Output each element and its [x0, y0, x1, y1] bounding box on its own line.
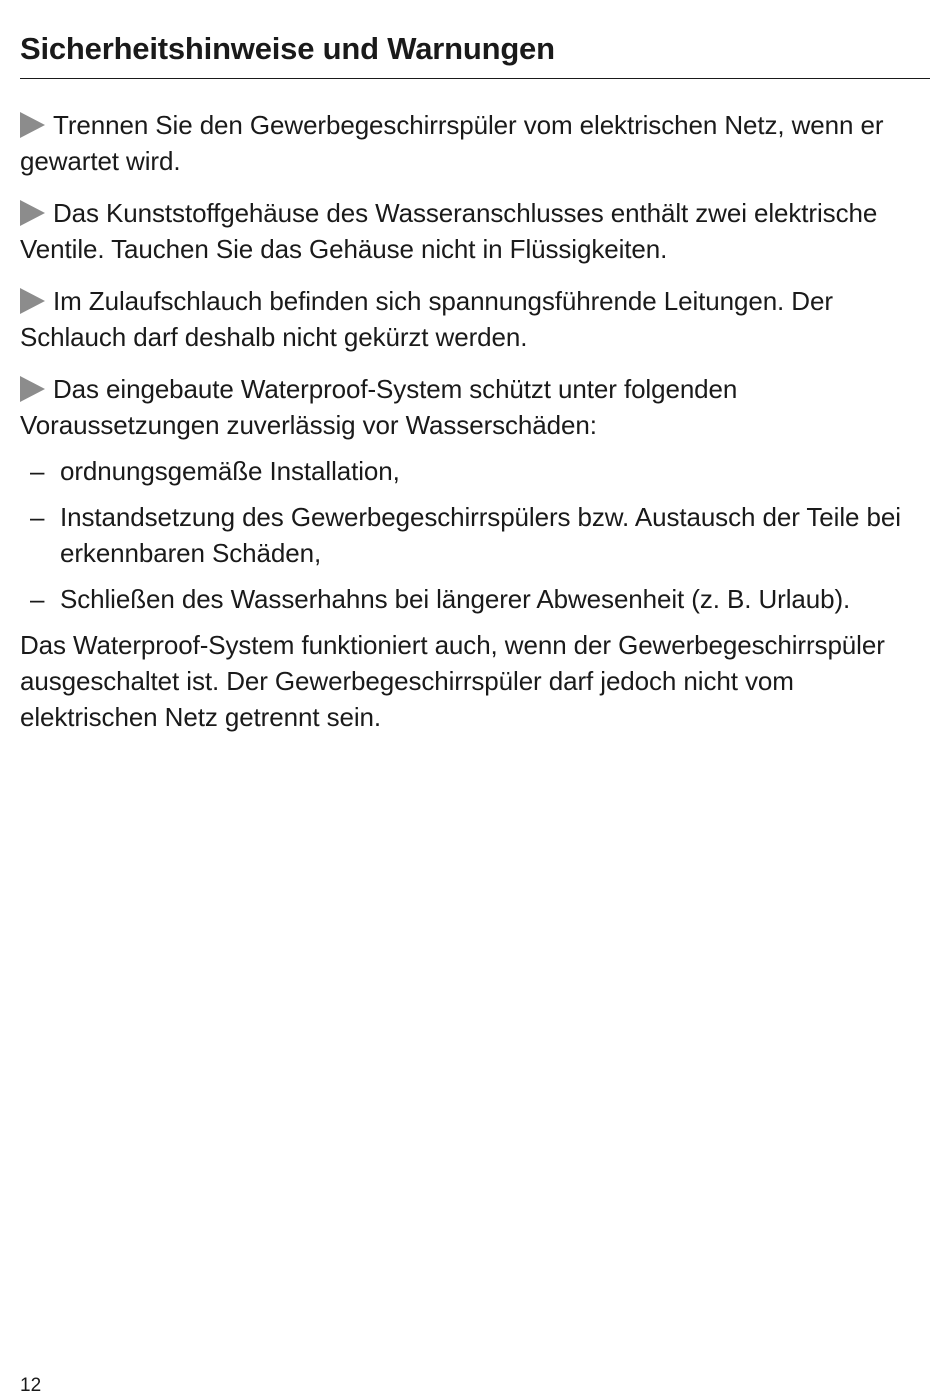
warning-text: Das eingebaute Waterproof-System schützt unter folgenden Voraussetzungen zuverlässig vor Wasserschäden: [20, 374, 738, 440]
warning-text: Im Zulaufschlauch befinden sich spannungsführende Leitungen. Der Schlauch darf deshalb nicht gekürzt werden. [20, 286, 833, 352]
list-item [20, 499, 930, 571]
list-item [20, 581, 930, 617]
list-item-text: ordnungsgemäße Installation, [60, 456, 400, 486]
dash-bullet: – [30, 456, 45, 486]
document-page [20, 0, 930, 735]
arrow-right-icon [20, 200, 45, 226]
warning-item [20, 195, 930, 267]
page-header [20, 0, 930, 79]
warning-text: Das Kunststoffgehäuse des Wasseranschlusses enthält zwei elektrische Ventile. Tauchen Sie das Gehäuse nicht in Flüssigkeiten. [20, 198, 878, 264]
list-item-text: Instandsetzung des Gewerbegeschirrspülers bzw. Austausch der Teile bei erkennbaren Schäden, [60, 502, 901, 568]
warning-item [20, 371, 930, 443]
dash-bullet: – [30, 584, 45, 614]
page-title: Sicherheitshinweise und Warnungen [20, 31, 555, 66]
dash-bullet: – [30, 502, 45, 532]
page-number: 12 [20, 1375, 42, 1396]
conditions-list [20, 453, 930, 617]
list-item [20, 453, 930, 489]
content [20, 107, 930, 735]
arrow-right-icon [20, 288, 45, 314]
warning-item [20, 107, 930, 179]
arrow-right-icon [20, 112, 45, 138]
arrow-right-icon [20, 376, 45, 402]
warning-item [20, 283, 930, 355]
warning-text: Trennen Sie den Gewerbegeschirrspüler vom elektrischen Netz, wenn er gewartet wird. [20, 110, 884, 176]
list-item-text: Schließen des Wasserhahns bei längerer Abwesenheit (z. B. Urlaub). [60, 584, 851, 614]
note-paragraph: Das Waterproof-System funktioniert auch, wenn der Gewerbegeschirrspüler ausgeschaltet ist. Der Gewerbegeschirrspüler darf jedoch nicht vom elektrischen Netz getrennt sein. [20, 630, 885, 732]
